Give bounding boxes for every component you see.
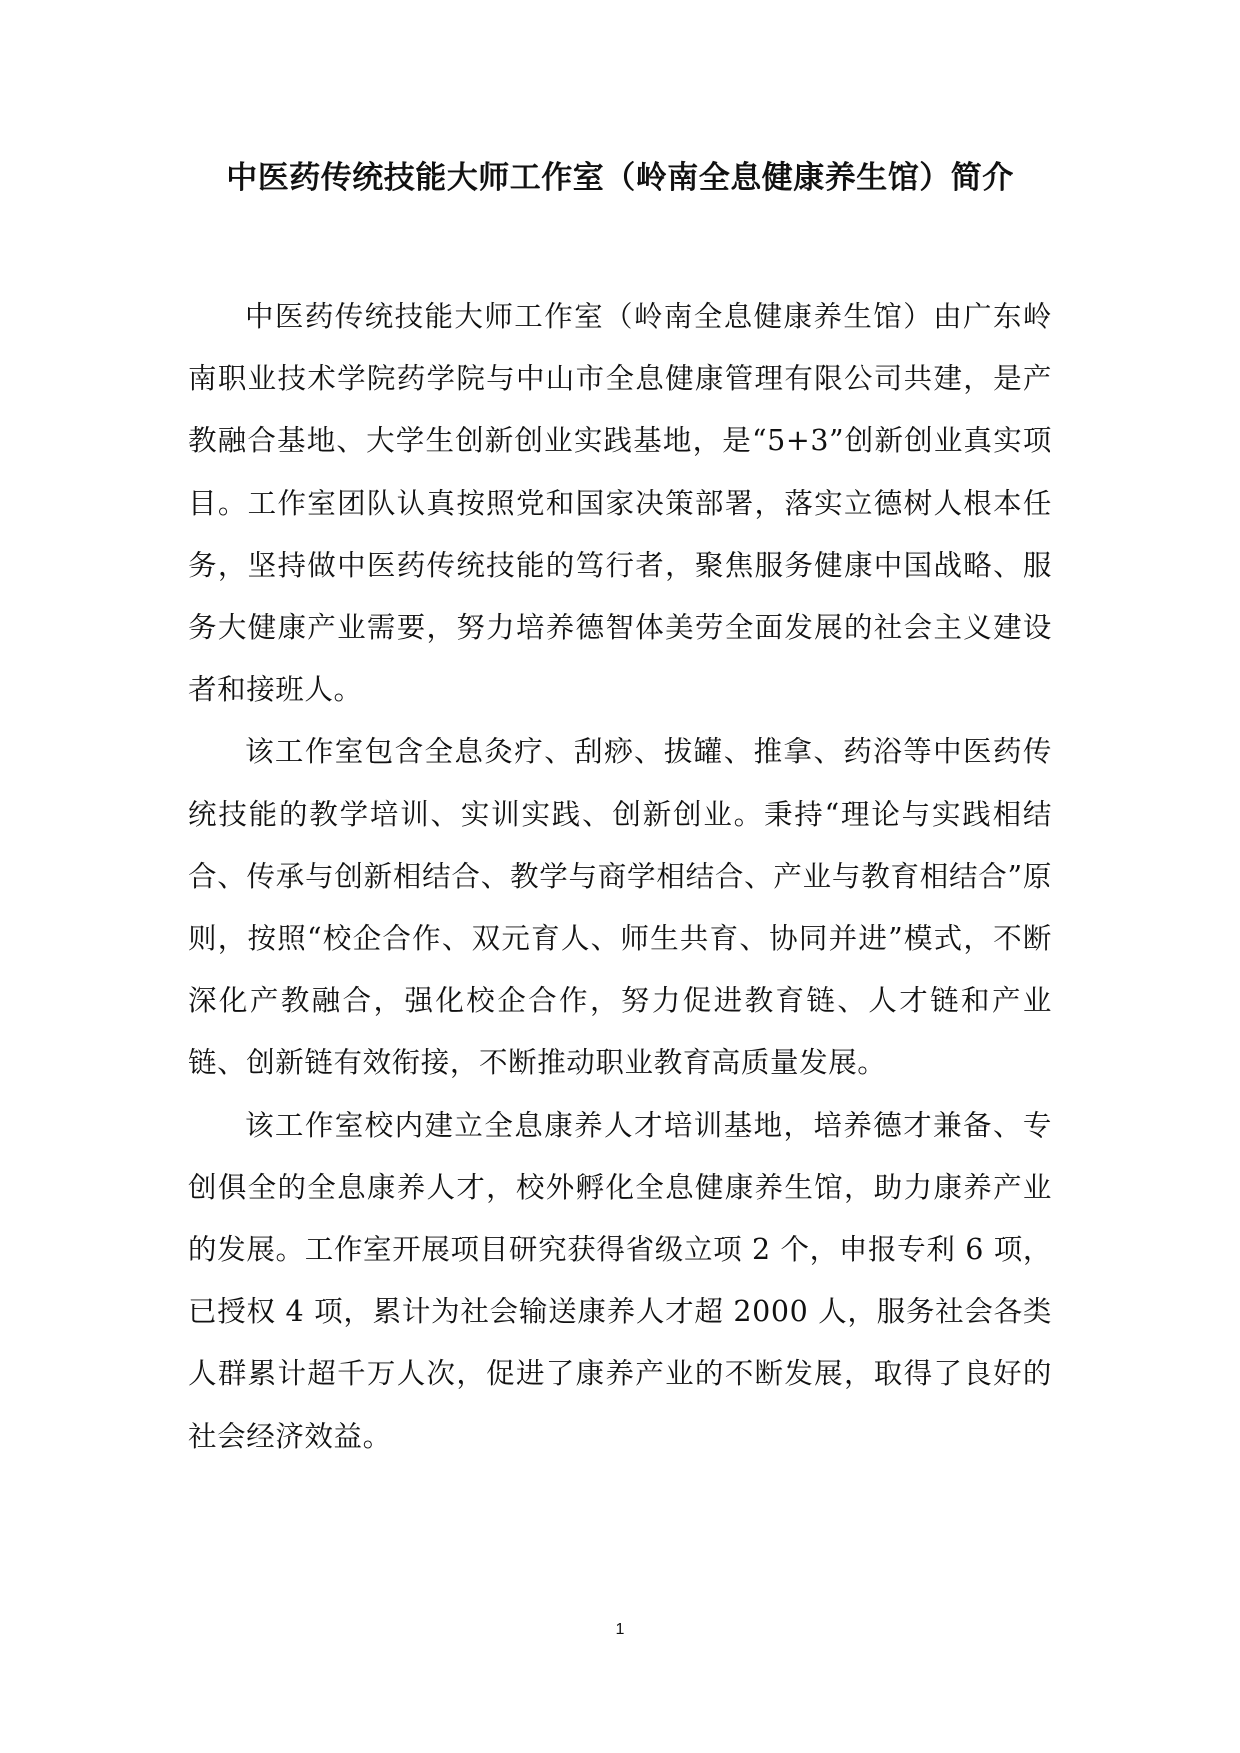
document-body [188, 286, 1052, 1468]
paragraph-intro: 中医药传统技能大师工作室（岭南全息健康养生馆）由广东岭南职业技术学院药学院与中山市全息健康管理有限公司共建，是产教融合基地、大学生创新创业实践基地，是“5+3”创新创业真实项目。工作室团队认真按照党和国家决策部署，落实立德树人根本任务，坚持做中医药传统技能的笃行者，聚焦服务健康中国战略、服务大健康产业需要，努力培养德智体美劳全面发展的社会主义建设者和接班人。 [188, 300, 1052, 707]
document-title: 中医药传统技能大师工作室（岭南全息健康养生馆）简介 [226, 160, 1014, 196]
page-number: 1 [615, 1621, 625, 1638]
paragraph-skills: 该工作室包含全息灸疗、刮痧、拔罐、推拿、药浴等中医药传统技能的教学培训、实训实践、创新创业。秉持“理论与实践相结合、传承与创新相结合、教学与商学相结合、产业与教育相结合”原则，按照“校企合作、双元育人、师生共育、协同并进”模式，不断深化产教融合，强化校企合作，努力促进教育链、人才链和产业链、创新链有效衔接，不断推动职业教育高质量发展。 [188, 735, 1052, 1080]
paragraph-achievements: 该工作室校内建立全息康养人才培训基地，培养德才兼备、专创俱全的全息康养人才，校外孵化全息健康养生馆，助力康养产业的发展。工作室开展项目研究获得省级立项 2 个，申报专利 6 项，已授权 4 项，累计为社会输送康养人才超 2000 人，服务社会各类人群累计超千万人次，促进了康养产业的不断发展，取得了良好的社会经济效益。 [188, 1108, 1052, 1453]
